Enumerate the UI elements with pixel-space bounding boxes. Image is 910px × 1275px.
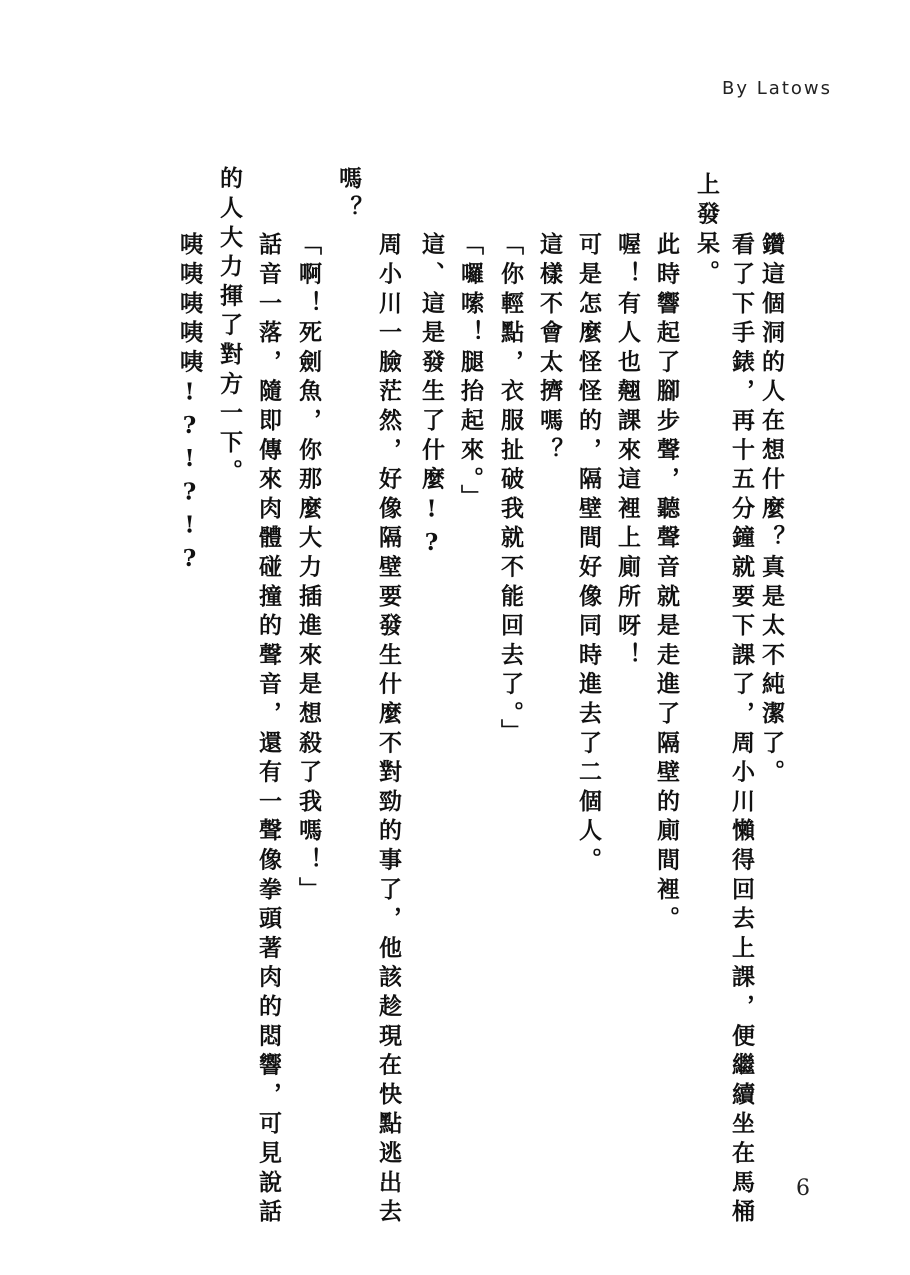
text-column-1: 鑽這個洞的人在想什麼？真是太不純潔了。: [758, 232, 785, 789]
text-column-2: 看了下手錶，再十五分鐘就要下課了，周小川懶得回去上課，便繼續坐在馬桶: [728, 232, 755, 1229]
text-column-6: 可是怎麼怪怪的，隔壁間好像同時進去了二個人。: [575, 232, 602, 877]
header-author: By Latows: [722, 78, 832, 99]
text-column-14: 話音一落，隨即傳來肉體碰撞的聲音，還有一聲像拳頭著肉的悶響，可見說話: [255, 232, 282, 1229]
page-number: 6: [796, 1176, 810, 1201]
text-column-4: 此時響起了腳步聲，聽聲音就是走進了隔壁的廁間裡。: [653, 232, 680, 936]
text-column-10: 這、這是發生了什麼!?: [418, 232, 445, 563]
text-column-12: 嗎？: [335, 166, 362, 225]
text-column-8: 「你輕點，衣服扯破我就不能回去了。」: [497, 232, 524, 748]
text-column-15: 的人大力揮了對方一下。: [216, 166, 243, 489]
text-column-5: 喔！有人也翹課來這裡上廁所呀！: [614, 232, 641, 672]
text-column-11: 周小川一臉茫然，好像隔壁要發生什麼不對勁的事了，他該趁現在快點逃出去: [375, 232, 402, 1229]
text-column-7: 這樣不會太擠嗎？: [536, 232, 563, 467]
text-column-3: 上發呆。: [693, 172, 720, 290]
text-column-9: 「囉嗦！腿抬起來。」: [457, 232, 484, 514]
text-column-13: 「啊！死劍魚，你那麼大力插進來是想殺了我嗎！」: [295, 232, 322, 906]
text-column-16: 咦咦咦咦咦!?!?!?: [176, 232, 203, 579]
